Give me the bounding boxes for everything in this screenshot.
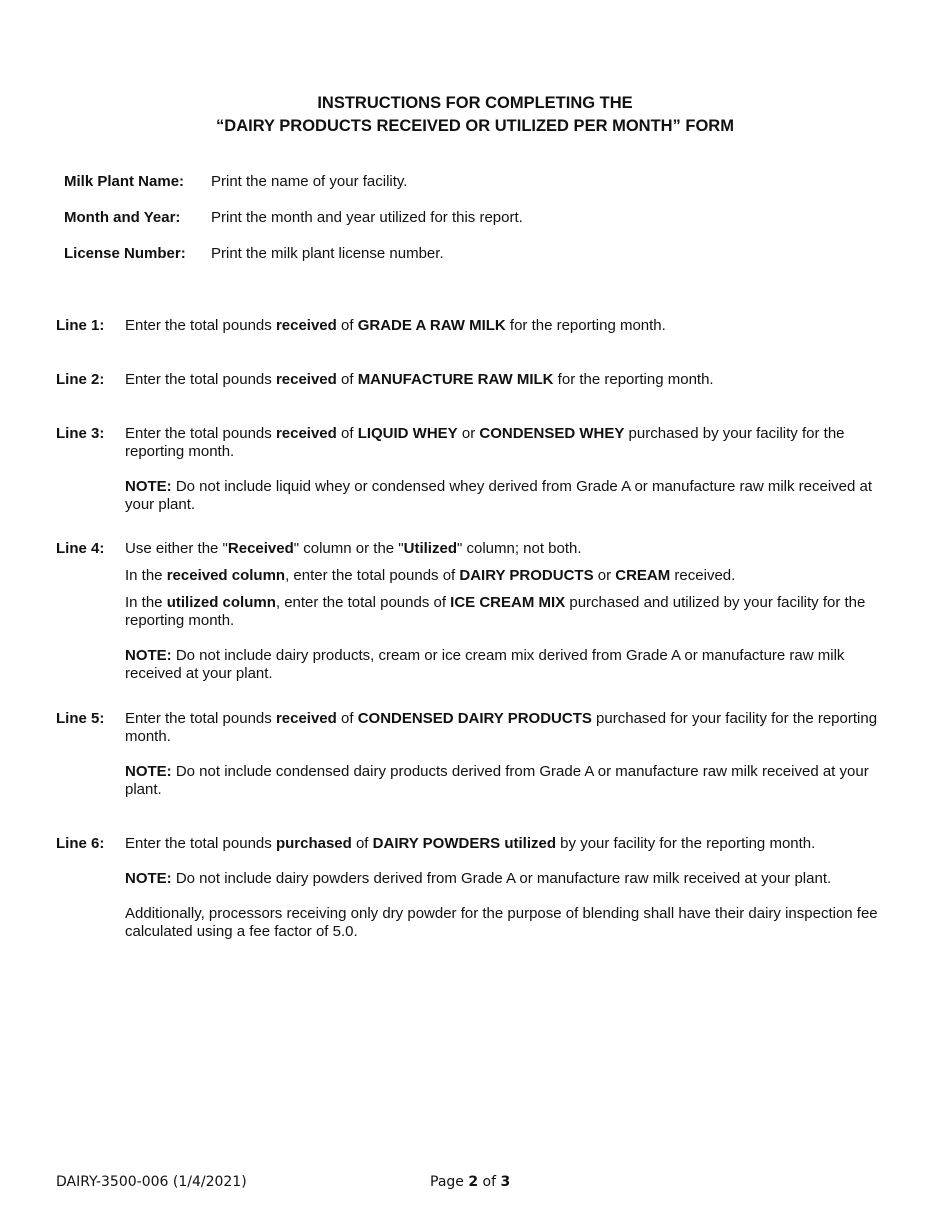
line-text-received-column: In the received column, enter the total pounds of DAIRY PRODUCTS or CREAM received.	[125, 567, 736, 584]
header-field-text: Print the milk plant license number.	[211, 245, 444, 262]
header-field-text: Print the name of your facility.	[211, 173, 408, 190]
header-field-label: Month and Year:	[64, 209, 181, 226]
instruction-line-1	[56, 317, 900, 335]
instruction-line-2	[56, 371, 900, 389]
line-label: Line 6:	[56, 835, 105, 852]
line-note: NOTE: Do not include dairy products, cream or ice cream mix derived from Grade A or manufacture raw milk received at your plant.	[125, 647, 845, 682]
title-line-2: “DAIRY PRODUCTS RECEIVED OR UTILIZED PER MONTH” FORM	[216, 117, 734, 135]
line-text: Enter the total pounds received of LIQUID WHEY or CONDENSED WHEY purchased by your facility for the reporting month.	[125, 425, 845, 460]
page-title	[0, 92, 950, 138]
line-text: Enter the total pounds received of GRADE A RAW MILK for the reporting month.	[125, 317, 666, 334]
instruction-line-5	[56, 710, 900, 799]
line-text: Enter the total pounds received of CONDENSED DAIRY PRODUCTS purchased for your facility for the reporting month.	[125, 710, 878, 745]
line-label: Line 1:	[56, 317, 105, 334]
title-line-1: INSTRUCTIONS FOR COMPLETING THE	[317, 94, 633, 112]
line-label: Line 2:	[56, 371, 105, 388]
line-note: NOTE: Do not include liquid whey or condensed whey derived from Grade A or manufacture raw milk received at your plant.	[125, 478, 873, 513]
instruction-line-3	[56, 425, 900, 514]
line-label: Line 3:	[56, 425, 105, 442]
header-field-label: License Number:	[64, 245, 186, 262]
line-text: Enter the total pounds received of MANUFACTURE RAW MILK for the reporting month.	[125, 371, 714, 388]
line-label: Line 4:	[56, 540, 105, 557]
line-additional-text: Additionally, processors receiving only dry powder for the purpose of blending shall have their dairy inspection fee calculated using a fee factor of 5.0.	[125, 905, 878, 940]
header-field-text: Print the month and year utilized for this report.	[211, 209, 523, 226]
line-note: NOTE: Do not include condensed dairy products derived from Grade A or manufacture raw milk received at your plant.	[125, 763, 869, 798]
page-number: Page 2 of 3	[430, 1174, 511, 1190]
header-field-label: Milk Plant Name:	[64, 173, 185, 190]
line-label: Line 5:	[56, 710, 105, 727]
instruction-line-4	[56, 540, 900, 683]
line-note: NOTE: Do not include dairy powders derived from Grade A or manufacture raw milk received at your plant.	[125, 870, 832, 887]
line-text-utilized-column: In the utilized column, enter the total pounds of ICE CREAM MIX purchased and utilized by your facility for the reporting month.	[125, 594, 866, 629]
line-text: Enter the total pounds purchased of DAIRY POWDERS utilized by your facility for the reporting month.	[125, 835, 816, 852]
form-id: DAIRY-3500-006 (1/4/2021)	[56, 1174, 247, 1190]
instruction-line-6	[56, 835, 900, 941]
line-text: Use either the "Received" column or the "Utilized" column; not both.	[125, 540, 582, 557]
